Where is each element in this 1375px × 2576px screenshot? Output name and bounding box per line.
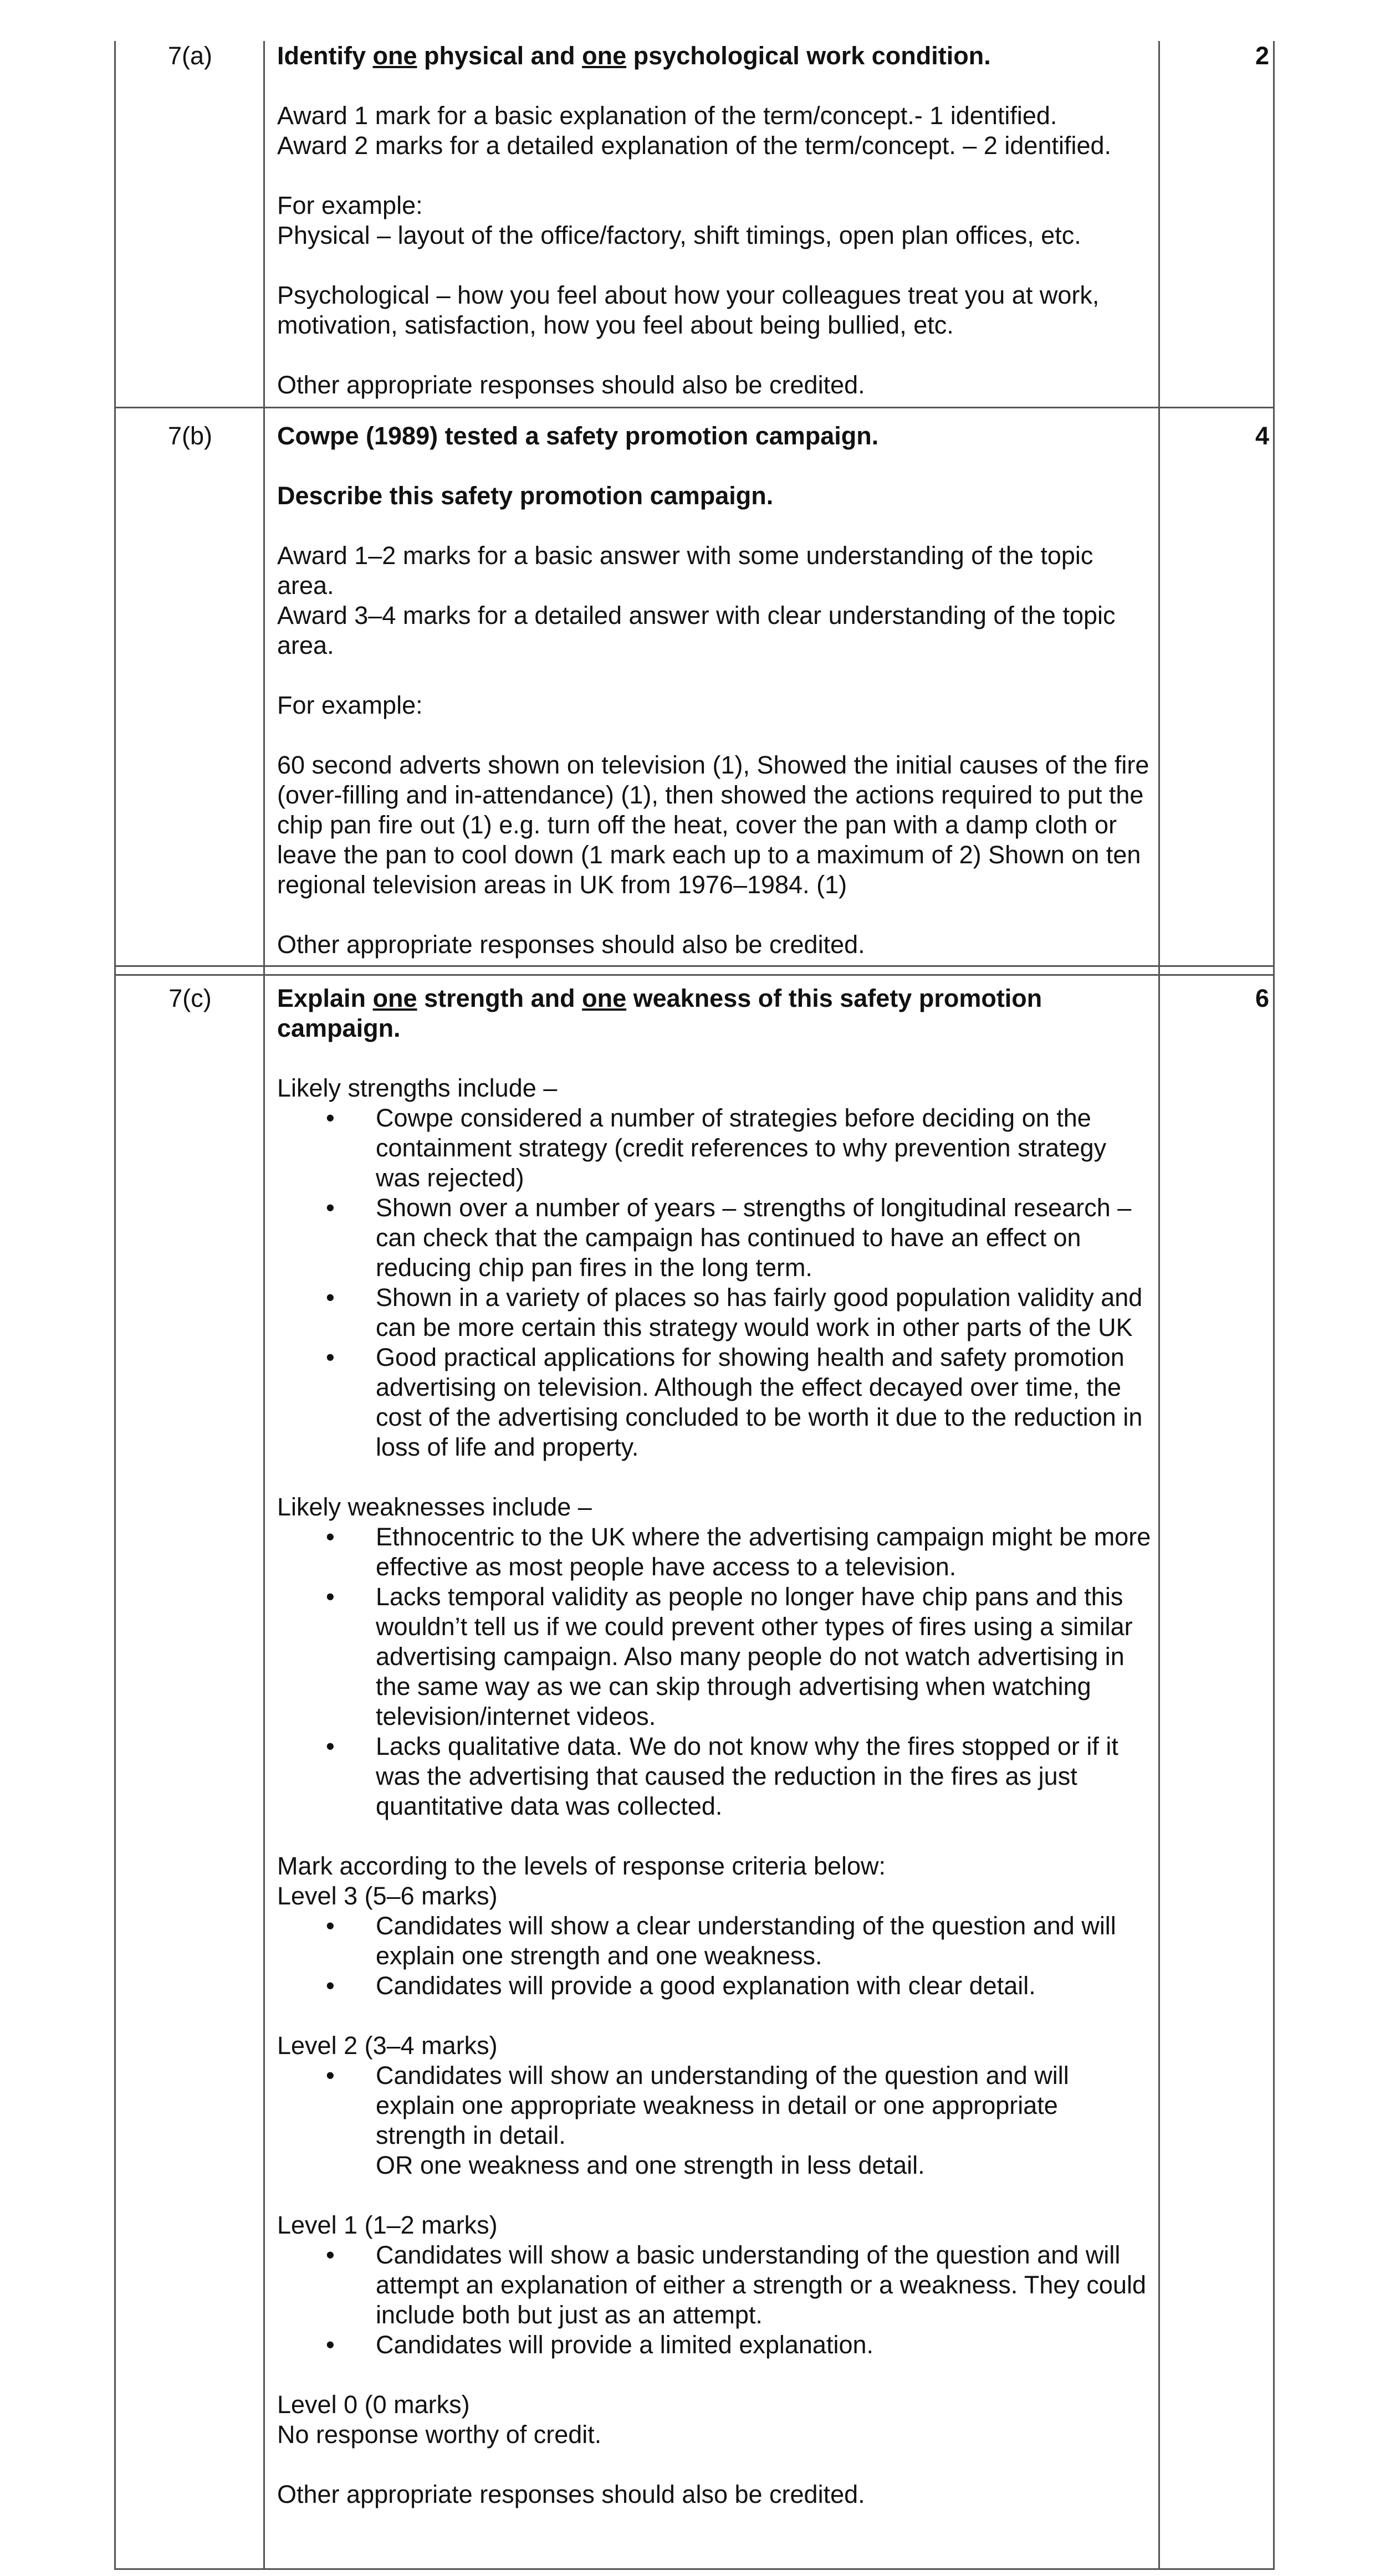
marks-7b: 4 [1255,422,1269,450]
weaknesses-list [277,1522,1153,1821]
level-0-text: No response worthy of credit. [277,2420,602,2449]
answer-cell-7b [277,421,1153,960]
list-item: • Shown in a variety of places so has fairly good population validity and can be more certain this strategy would work in other parts of the UK [277,1283,1153,1343]
level-1-heading: Level 1 (1–2 marks) [277,2211,498,2239]
list-item: • Shown over a number of years – strengths of longitudinal research – can check that the campaign has continued to have an effect on reducing chip pan fires in the long term. [277,1193,1153,1283]
question-subtitle-7b: Describe this safety promotion campaign. [277,482,774,510]
table-border-bottom [114,2568,1275,2570]
answer-cell-7a [277,41,1153,400]
award-1-7b: Award 1–2 marks for a basic answer with some understanding of the topic area. [277,541,1093,600]
list-item: • Candidates will show a clear understanding of the question and will explain one strength and one weakness. [277,1911,1153,1971]
strengths-heading: Likely strengths include – [277,1074,558,1102]
list-item: • Lacks temporal validity as people no longer have chip pans and this wouldn’t tell us if we could prevent other types of fires using a similar advertising campaign. Also many people do not watch advertising in the same way as we can skip through advertising when watching television/internet videos. [277,1582,1153,1732]
for-example-7b: For example: [277,691,423,719]
other-responses-7c: Other appropriate responses should also be credited. [277,2480,865,2508]
question-title-7c: Explain one strength and one weakness of this safety promotion campaign. [277,984,1042,1042]
row-divider-7b-7c-bottom [114,974,1275,976]
level-2-heading: Level 2 (3–4 marks) [277,2031,498,2060]
question-number-7c: 7(c) [168,984,212,1012]
levels-intro: Mark according to the levels of response criteria below: [277,1852,886,1880]
question-number-7b: 7(b) [167,422,213,450]
award-1-7a: Award 1 mark for a basic explanation of the term/concept.- 1 identified. [277,101,1057,130]
level-2-list [277,2061,1153,2180]
list-item: • Good practical applications for showing health and safety promotion advertising on television. Although the effect decayed over time, the cost of the advertising concluded to be worth it due to the reduction in loss of life and property. [277,1343,1153,1462]
row-divider-7b-7c-top [114,965,1275,967]
column-divider-question [263,41,265,2570]
list-item: • Candidates will show a basic understanding of the question and will attempt an explanation of either a strength or a weakness. They could include both but just as an attempt. [277,2240,1153,2330]
strengths-list [277,1103,1153,1462]
list-item: • Ethnocentric to the UK where the advertising campaign might be more effective as most people have access to a television. [277,1522,1153,1582]
list-item: • Candidates will provide a limited explanation. [277,2330,1153,2360]
table-border-right [1273,41,1275,2570]
list-item: • Candidates will show an understanding of the question and will explain one appropriate weakness in detail or one appropriate strength in detail. OR one weakness and one strength in less detail. [277,2061,1153,2180]
weaknesses-heading: Likely weaknesses include – [277,1493,592,1521]
table-border-left [114,41,116,2570]
list-item: • Cowpe considered a number of strategies before deciding on the containment strategy (credit references to why prevention strategy was rejected) [277,1103,1153,1193]
list-item: • Candidates will provide a good explanation with clear detail. [277,1971,1153,2001]
level-2-or-text: OR one weakness and one strength in less detail. [376,2151,925,2179]
psychological-example: Psychological – how you feel about how your colleagues treat you at work, motivation, satisfaction, how you feel about being bullied, etc. [277,281,1100,339]
marks-7c: 6 [1255,984,1269,1012]
list-item: • Lacks qualitative data. We do not know why the fires stopped or if it was the advertising that caused the reduction in the fires as just quantitative data was collected. [277,1732,1153,1821]
other-responses-7a: Other appropriate responses should also be credited. [277,371,865,399]
question-title-7a: Identify one physical and one psychological work condition. [277,42,991,70]
other-responses-7b: Other appropriate responses should also be credited. [277,930,865,959]
column-divider-marks [1158,41,1160,2570]
level-3-list [277,1911,1153,2001]
level-3-heading: Level 3 (5–6 marks) [277,1882,498,1910]
physical-example: Physical – layout of the office/factory, shift timings, open plan offices, etc. [277,221,1081,249]
award-2-7a: Award 2 marks for a detailed explanation of the term/concept. – 2 identified. [277,131,1112,160]
campaign-example: 60 second adverts shown on television (1), Showed the initial causes of the fire (over-filling and in-attendance) (1), then showed the actions required to put the chip pan fire out (1) e.g. turn off the heat, cover the pan with a damp cloth or leave the pan to cool down (1 mark each up to a maximum of 2) Shown on ten regional television areas in UK from 1976–1984. (1) [277,751,1149,899]
row-divider-7a-7b [114,407,1275,408]
for-example-7a: For example: [277,191,423,219]
level-1-list [277,2240,1153,2360]
level-0-heading: Level 0 (0 marks) [277,2390,470,2419]
answer-cell-7c [277,984,1153,2510]
award-2-7b: Award 3–4 marks for a detailed answer with clear understanding of the topic area. [277,601,1116,659]
question-title-7b: Cowpe (1989) tested a safety promotion campaign. [277,422,879,450]
question-number-7a: 7(a) [167,42,213,70]
marks-7a: 2 [1255,42,1269,70]
